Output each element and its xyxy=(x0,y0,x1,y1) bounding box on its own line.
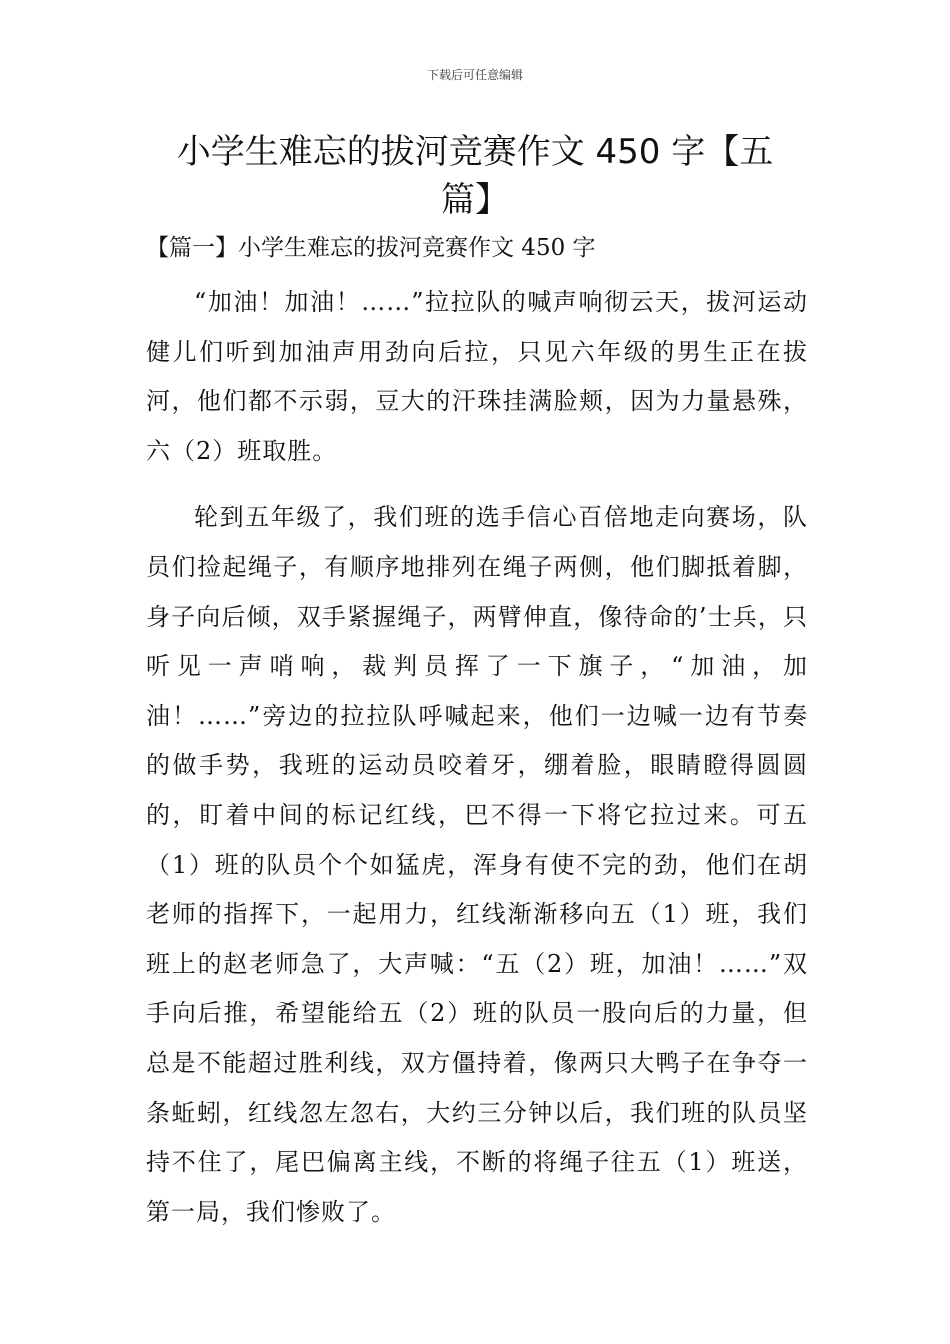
title-line-2: 篇】 xyxy=(441,180,509,220)
paragraph-2: 轮到五年级了，我们班的选手信心百倍地走向赛场，队员们捡起绳子，有顺序地排列在绳子两侧，他们脚抵着脚，身子向后倾，双手紧握绳子，两臂伸直，像待命的’士兵，只听见一声哨响，裁判员挥了一下旗子，“加油，加油！……”旁边的拉拉队呼喊起来，他们一边喊一边有节奏的做手势，我班的运动员咬着牙，绷着脸，眼睛瞪得圆圆的，盯着中间的标记红线，巴不得一下将它拉过来。可五（1）班的队员个个如猛虎，浑身有使不完的劲，他们在胡老师的指挥下，一起用力，红线渐渐移向五（1）班，我们班上的赵老师急了，大声喊：“五（2）班，加油！……”双手向后推，希望能给五（2）班的队员一股向后的力量，但总是不能超过胜利线，双方僵持着，像两只大鸭子在争夺一条蚯蚓，红线忽左忽右，大约三分钟以后，我们班的队员坚持不住了，尾巴偏离主线，不断的将绳子往五（1）班送，第一局，我们惨败了。 xyxy=(146,503,808,1226)
body-text xyxy=(146,278,808,1237)
header-note: 下载后可任意编辑 xyxy=(426,68,523,82)
document-title xyxy=(140,128,810,224)
title-line-1: 小学生难忘的拔河竞赛作文 450 字【五 xyxy=(176,132,774,172)
paragraph-1: “加油！加油！……”拉拉队的喊声响彻云天，拔河运动健儿们听到加油声用劲向后拉，只见六年级的男生正在拔河，他们都不示弱，豆大的汗珠挂满脸颊，因为力量悬殊，六（2）班取胜。 xyxy=(146,288,808,465)
section-heading: 【篇一】小学生难忘的拔河竞赛作文 450 字 xyxy=(146,235,596,261)
